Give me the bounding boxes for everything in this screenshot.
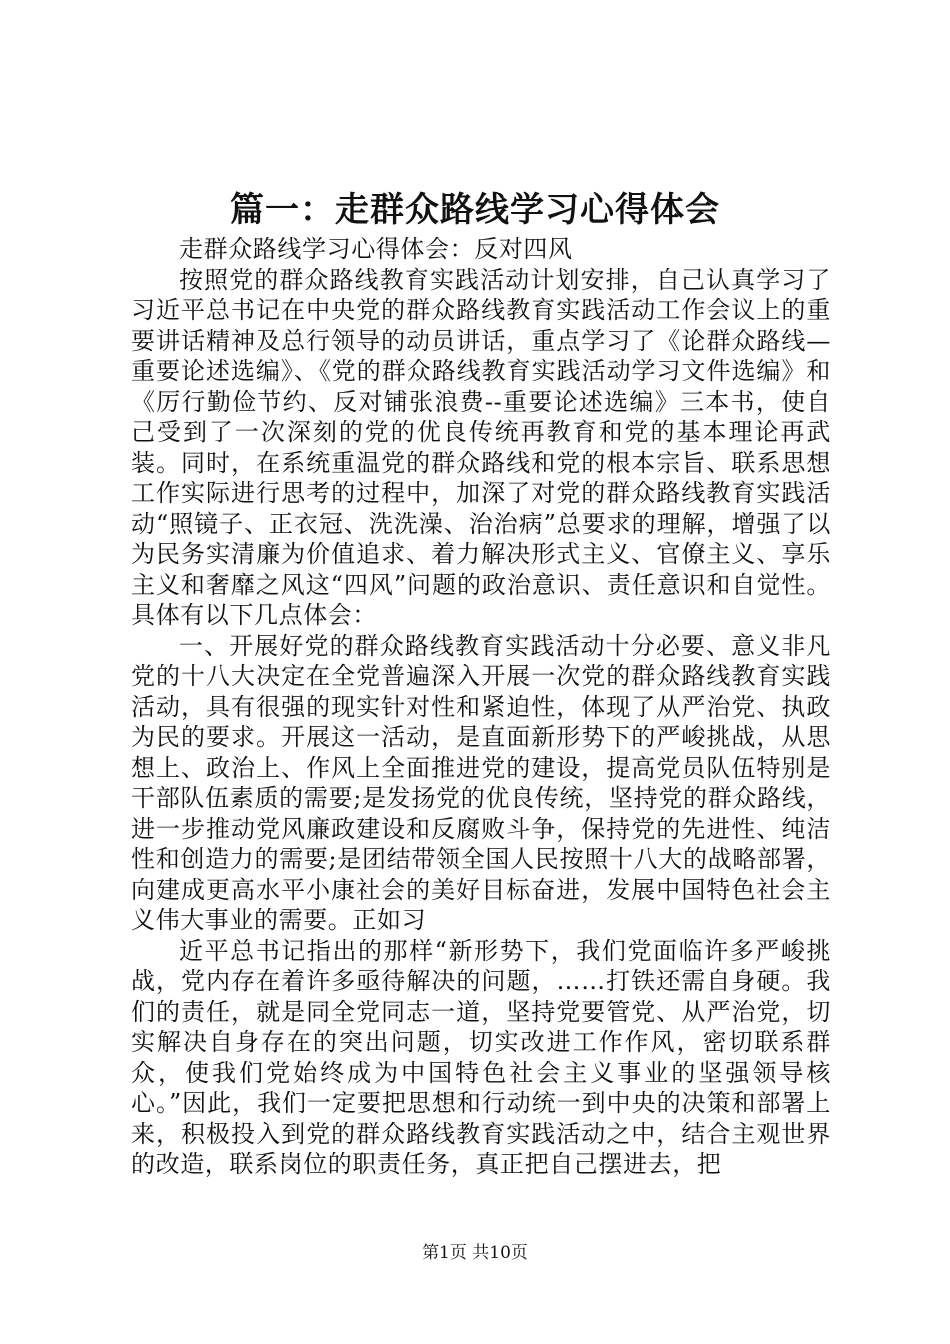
- document-title: 篇一：走群众路线学习心得体会: [230, 190, 720, 230]
- paragraph-section-one: 一、开展好党的群众路线教育实践活动十分必要、意义非凡党的十八大决定在全党普遍深入开展一次党的群众路线教育实践活动，具有很强的现实针对性和紧迫性，体现了从严治党、执政为民的要求。开展这一活动，是直面新形势下的严峻挑战，从思想上、政治上、作风上全面推进党的建设，提高党员队伍特别是干部队伍素质的需要;是发扬党的优良传统，坚持党的群众路线，进一步推动党风廉政建设和反腐败斗争，保持党的先进性、纯洁性和创造力的需要;是团结带领全国人民按照十八大的战略部署，向建成更高水平小康社会的美好目标奋进，发展中国特色社会主义伟大事业的需要。正如习: [131, 631, 831, 934]
- paragraph-quote: 近平总书记指出的那样“新形势下，我们党面临许多严峻挑战，党内存在着许多亟待解决的问题，……打铁还需自身硬。我们的责任，就是同全党同志一道，坚持党要管党、从严治党，切实解决自身存在的突出问题，切实改进工作作风，密切联系群众，使我们党始终成为中国特色社会主义事业的坚强领导核心。”因此，我们一定要把思想和行动统一到中央的决策和部署上来，积极投入到党的群众路线教育实践活动之中，结合主观世界的改造，联系岗位的职责任务，真正把自己摆进去，把: [131, 936, 831, 1178]
- paragraph-subtitle: 走群众路线学习心得体会：反对四风: [179, 235, 573, 263]
- page-footer: 第1页 共10页: [422, 1243, 528, 1263]
- document-body: [131, 234, 831, 1180]
- paragraph-intro: 按照党的群众路线教育实践活动计划安排，自己认真学习了习近平总书记在中央党的群众路线教育实践活动工作会议上的重要讲话精神及总行领导的动员讲话，重点学习了《论群众路线—重要论述选编》、《党的群众路线教育实践活动学习文件选编》和《厉行勤俭节约、反对铺张浪费--重要论述选编》三本书，使自己受到了一次深刻的党的优良传统再教育和党的基本理论再武装。同时，在系统重温党的群众路线和党的根本宗旨、联系思想工作实际进行思考的过程中，加深了对党的群众路线教育实践活动“照镜子、正衣冠、洗洗澡、治治病”总要求的理解，增强了以为民务实清廉为价值追求、着力解决形式主义、官僚主义、享乐主义和奢靡之风这“四风”问题的政治意识、责任意识和自觉性。具体有以下几点体会：: [131, 265, 831, 629]
